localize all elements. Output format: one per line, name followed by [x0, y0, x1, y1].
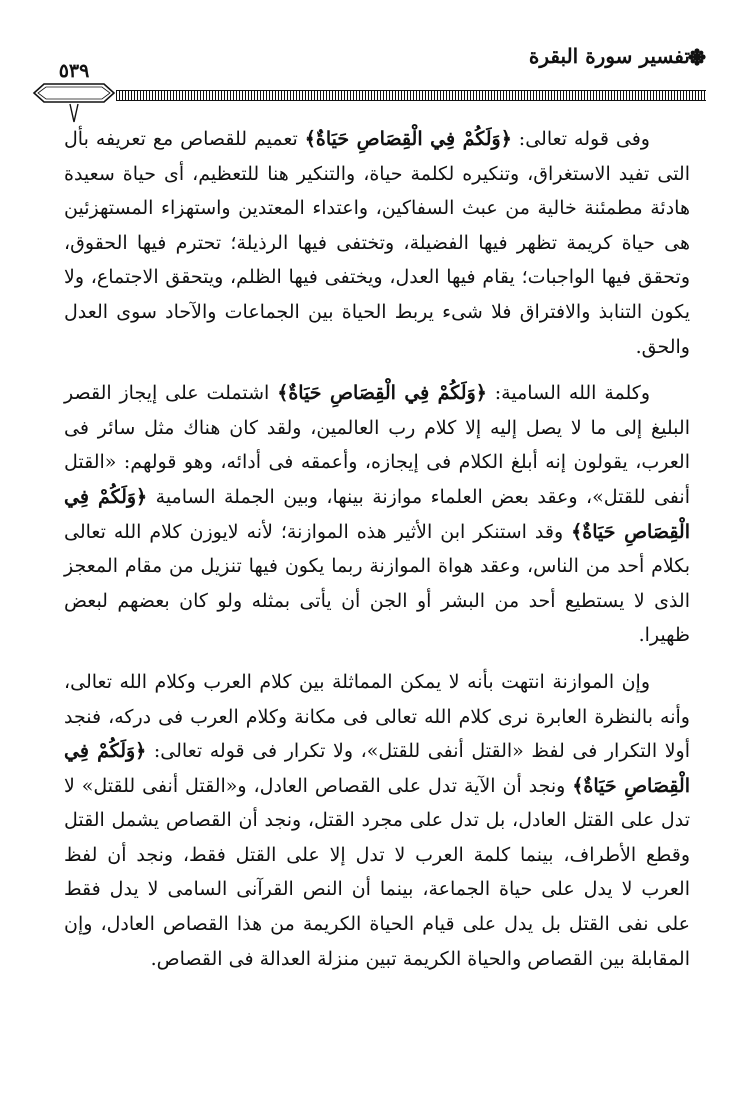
paragraph-text: ونجد أن الآية تدل على القصاص العادل، و«القتل أنفى للقتل» لا تدل على القتل العادل، بل تدل على مجرد القتل، ونجد أن القصاص يشمل القتل وقطع الأطراف، بينما كلمة العرب لا تدل إلا على القتل فقط، ونجد أن لفظ العرب لا يدل على حياة الجماعة، بينما أن النص القرآنى السامى لا يدل فقط على نفى القتل بل يدل على قيام الحياة الكريمة من هذا القصاص العادل، وإن المقابلة بين القصاص والحياة الكريمة تبين منزلة العدالة فى القصاص. — [64, 774, 690, 970]
header-rule — [116, 90, 706, 101]
paragraph-text: اشتملت على إيجاز القصر البليغ إلى ما لا يصل إليه إلا كلام رب العالمين، ولقد كان هناك مثل سائر فى العرب، يقولون إنه أبلغ الكلام فى إيجازه، وأعمقه فى أدائه، وهو قولهم: «القتل أنفى للقتل»، وعقد بعض العلماء موازنة بينها، وبين الجملة السامية — [64, 382, 690, 508]
body-text — [64, 122, 690, 988]
page-header — [30, 40, 706, 104]
running-title: تفسير سورة البقرة — [528, 44, 690, 68]
paragraph-text: وإن الموازنة انتهت بأنه لا يمكن المماثلة بين كلام العرب وكلام الله تعالى، وأنه بالنظرة العابرة نرى كلام الله تعالى فى مكانة وكلام العرب فى دركه، فنجد أولا التكرار فى لفظ «القتل أنفى للقتل»، ولا تكرار فى قوله تعالى: — [64, 670, 690, 763]
paragraph-text: وكلمة الله السامية: — [486, 382, 650, 405]
paragraph — [64, 376, 690, 653]
quran-verse: ﴿وَلَكُمْ فِي الْقِصَاصِ حَيَاةٌ﴾ — [277, 382, 487, 405]
page-number: ٥٣٩ — [58, 60, 90, 82]
quran-verse: ﴿وَلَكُمْ فِي الْقِصَاصِ حَيَاةٌ﴾ — [64, 485, 690, 543]
paragraph — [64, 122, 690, 364]
paragraph-text: تعميم للقصاص مع تعريفه بأل التى تفيد الاستغراق، وتنكيره لكلمة حياة، والتنكير هنا للتعظيم، أى حياة سعيدة هادئة مطمئنة خالية من عبث السفاكين، واعتداء المعتدين واستهزاء المستهزئين هى حياة كريمة تظهر فيها الفضيلة، وتختفى فيها الرذيلة؛ تحترم فيها الحقوق، وتحقق فيها الواجبات؛ يقام فيها العدل، ويختفى فيها الظلم، ويتحقق الاجتماع، ولا يكون التنابذ والافتراق فلا شىء يربط الحياة بين الجماعات والآحاد سوى العدل والحق. — [64, 128, 690, 358]
paragraph-text: وقد استنكر ابن الأثير هذه الموازنة؛ لأنه لايوزن كلام الله تعالى بكلام أحد من الناس، وعقد هواة الموازنة ربما يكون فيها تنزيل من مقام المعجز الذى لا يستطيع أحد من البشر أو الجن أن يأتى بمثله ولو كان بعضهم لبعض ظهيرا. — [64, 520, 690, 647]
paragraph — [64, 665, 690, 976]
paragraph-text: وفى قوله تعالى: — [511, 128, 650, 150]
flower-ornament-icon — [688, 48, 706, 66]
quran-verse: ﴿وَلَكُمْ فِي الْقِصَاصِ حَيَاةٌ﴾ — [304, 128, 512, 150]
quran-verse: ﴿وَلَكُمْ فِي الْقِصَاصِ حَيَاةٌ﴾ — [64, 740, 691, 797]
